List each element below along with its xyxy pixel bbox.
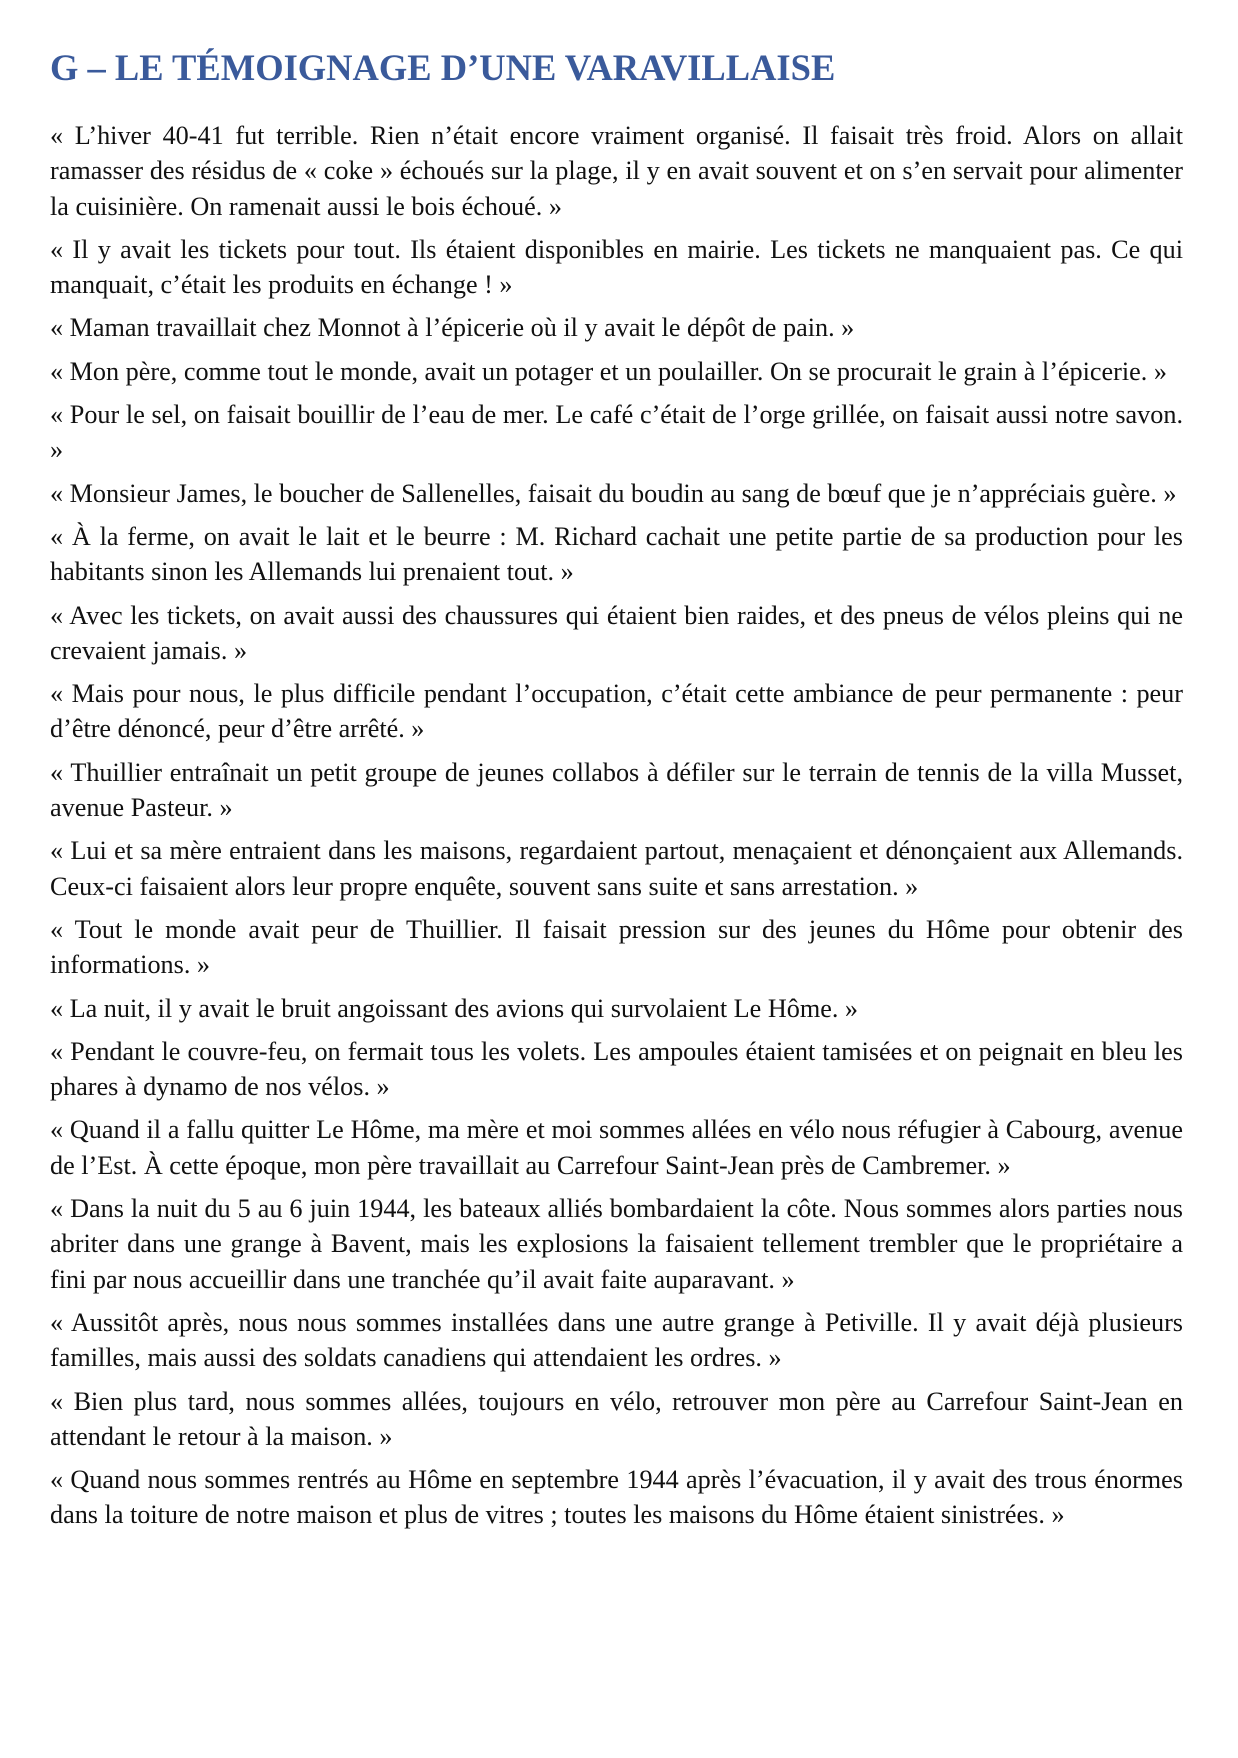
quote-paragraph: « Maman travaillait chez Monnot à l’épicerie où il y avait le dépôt de pain. » (50, 313, 855, 343)
quote-paragraph: « À la ferme, on avait le lait et le beurre : M. Richard cachait une petite partie de sa production pour les habitants sinon les Allemands lui prenaient tout. » (50, 521, 1183, 587)
quote-paragraph: « Mon père, comme tout le monde, avait un potager et un poulailler. On se procurait le grain à l’épicerie. » (50, 356, 1167, 386)
quote-paragraph: « Bien plus tard, nous sommes allées, toujours en vélo, retrouver mon père au Carrefour Saint-Jean en attendant le retour à la maison. » (50, 1386, 1183, 1451)
quote-paragraph: « Pendant le couvre-feu, on fermait tous les volets. Les ampoules étaient tamisées et on peignait en bleu les phares à dynamo de nos vélos. » (50, 1036, 1183, 1102)
quote-paragraph: « Dans la nuit du 5 au 6 juin 1944, les bateaux alliés bombardaient la côte. Nous sommes alors parties nous abriter dans une grange à Bavent, mais les explosions la faisaient tellement trembler que le propriétaire a fini par nous accueillir dans une tranchée qu’il avait faite auparavant. » (50, 1194, 1183, 1294)
quote-paragraph: « Quand nous sommes rentrés au Hôme en septembre 1944 après l’évacuation, il y avait des trous énormes dans la toiture de notre maison et plus de vitres ; toutes les maisons du Hôme étaient sinistrées. » (50, 1465, 1183, 1530)
quote-paragraph: « L’hiver 40-41 fut terrible. Rien n’était encore vraiment organisé. Il faisait très froid. Alors on allait ramasser des résidus de « coke » échoués sur la plage, il y en avait souvent et on s’en servait pour alimenter la cuisinière. On ramenait aussi le bois échoué. » (50, 121, 1183, 221)
document-page (50, 44, 1183, 1541)
section-heading: G – LE TÉMOIGNAGE D’UNE VARAVILLAISE (50, 47, 836, 88)
quote-paragraph: « Monsieur James, le boucher de Sallenelles, faisait du boudin au sang de bœuf que je n’appréciais guère. » (50, 478, 1177, 508)
quote-paragraph: « Quand il a fallu quitter Le Hôme, ma mère et moi sommes allées en vélo nous réfugier à Cabourg, avenue de l’Est. À cette époque, mon père travaillait au Carrefour Saint-Jean près de Cambremer. » (50, 1115, 1183, 1180)
quote-paragraph: « La nuit, il y avait le bruit angoissant des avions qui survolaient Le Hôme. » (50, 993, 859, 1023)
quote-paragraph: « Avec les tickets, on avait aussi des chaussures qui étaient bien raides, et des pneus de vélos pleins qui ne crevaient jamais. » (50, 600, 1183, 665)
quote-paragraph: « Lui et sa mère entraient dans les maisons, regardaient partout, menaçaient et dénonçaient aux Allemands. Ceux-ci faisaient alors leur propre enquête, souvent sans suite et sans arrestation. » (50, 836, 1183, 901)
quote-paragraph: « Tout le monde avait peur de Thuillier. Il faisait pression sur des jeunes du Hôme pour obtenir des informations. » (50, 914, 1183, 980)
quote-paragraph: « Aussitôt après, nous nous sommes installées dans une autre grange à Petiville. Il y avait déjà plusieurs familles, mais aussi des soldats canadiens qui attendaient les ordres. » (50, 1307, 1183, 1373)
quote-paragraph: « Il y avait les tickets pour tout. Ils étaient disponibles en mairie. Les tickets ne manquaient pas. Ce qui manquait, c’était les produits en échange ! » (50, 234, 1183, 300)
testimony-quotes (50, 118, 1183, 1533)
quote-paragraph: « Pour le sel, on faisait bouillir de l’eau de mer. Le café c’était de l’orge grillée, on faisait aussi notre savon. » (50, 400, 1183, 465)
quote-paragraph: « Mais pour nous, le plus difficile pendant l’occupation, c’était cette ambiance de peur permanente : peur d’être dénoncé, peur d’être arrêté. » (50, 679, 1183, 744)
quote-paragraph: « Thuillier entraînait un petit groupe de jeunes collabos à défiler sur le terrain de tennis de la villa Musset, avenue Pasteur. » (50, 757, 1183, 823)
